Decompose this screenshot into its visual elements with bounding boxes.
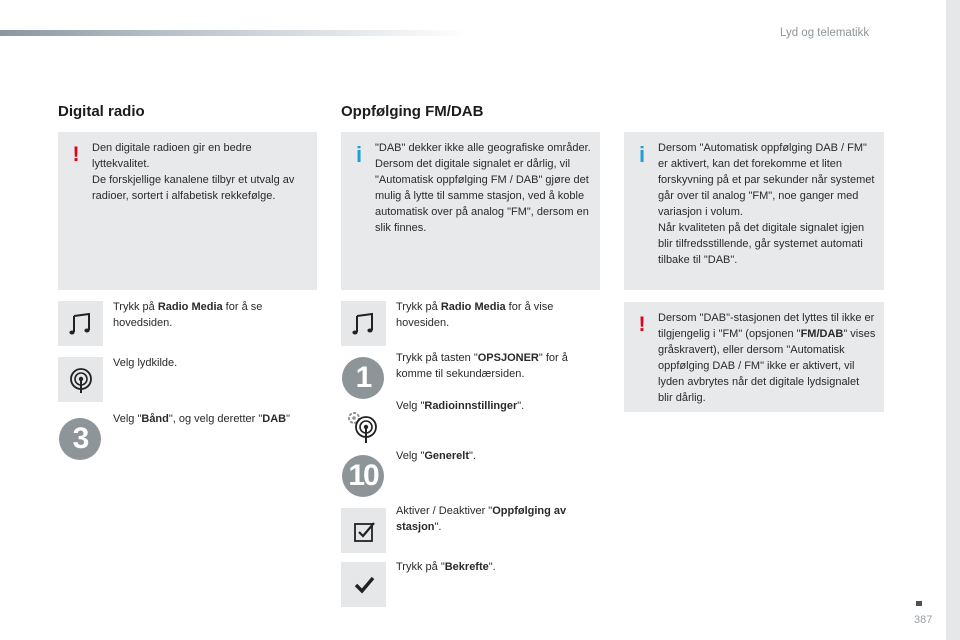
page-number: 387 [914,614,933,626]
warning-text: Dersom "DAB"-stasjonen det lyttes til ikke er tilgjengelig i "FM" (opsjonen "FM/DAB" vises gråskravert), eller dersom "Automatisk oppfølging DAB / FM" ikke er aktivert, vil lyden avbrytes når det digitale lydsignalet blir dårlig. [658,312,876,404]
note-line: Når kvaliteten på det digitale signalet igjen blir tilfredsstillende, går systemet automati tilbake til "DAB". [658,222,865,266]
fm-dab-step-2: Trykk på tasten "OPSJONER" for å komme til sekundærsiden. [396,352,568,380]
radio-settings-button[interactable] [341,404,386,449]
fm-dab-step-1: Trykk på Radio Media for å vise hovesiden. [396,301,554,329]
note-line: Dersom det digitale signalet er dårlig, vil "Automatisk oppfølging FM / DAB" gjøre det mulig å lytte til samme stasjon, ved å koble automatisk over på analog "FM", dersom en slik finnes. [375,158,589,234]
fm-dab-step-4: Velg "Generelt". [396,450,476,462]
warning-icon: ! [72,143,80,166]
fm-dab-step-5: Aktiver / Deaktiver "Oppfølging av stasjon". [396,505,567,533]
digital-radio-warning-note [58,132,317,290]
checkmark-icon [349,570,379,600]
radio-media-button[interactable] [341,301,386,346]
note-line: "DAB" dekker ikke alle geografiske områder. [375,142,591,154]
digital-radio-heading: Digital radio [58,103,145,120]
warning-icon: ! [638,313,646,336]
digital-radio-step-3: Velg "Bånd", og velg deretter "DAB" [113,413,291,425]
fm-dab-heading: Oppfølging FM/DAB [341,103,484,120]
section-title: Lyd og telematikk [780,27,870,39]
step-badge-10: 10 [342,455,384,497]
confirm-button[interactable] [341,562,386,607]
header-gradient-bar [0,30,470,36]
digital-radio-step-1: Trykk på Radio Media for å se hovedsiden. [113,301,263,329]
fm-dab-step-6: Trykk på "Bekrefte". [396,561,496,573]
fm-dab-info-note-left [341,132,600,290]
page-edge-strip [946,0,960,640]
step-badge-3: 3 [59,418,101,460]
music-note-icon [66,309,96,339]
fm-dab-warning-note [624,302,884,412]
fm-dab-info-note-right [624,132,884,290]
step-badge-1: 1 [342,357,384,399]
radio-settings-icon [344,407,384,447]
radio-source-icon [66,365,96,395]
info-icon: i [355,142,363,167]
note-line: Den digitale radioen gir en bedre lyttekvalitet. [92,142,252,170]
music-note-icon [349,309,379,339]
checkbox-toggle-icon [349,516,379,546]
fm-dab-step-3: Velg "Radioinnstillinger". [396,400,525,412]
note-line: De forskjellige kanalene tilbyr et utvalg av radioer, sortert i alfabetisk rekkefølge. [92,174,295,202]
audio-source-button[interactable] [58,357,103,402]
footer-marker [916,601,922,606]
digital-radio-step-2: Velg lydkilde. [113,357,178,369]
station-follow-toggle[interactable] [341,508,386,553]
info-icon: i [638,142,646,167]
radio-media-button[interactable] [58,301,103,346]
note-line: Dersom "Automatisk oppfølging DAB / FM" er aktivert, kan det forekomme et liten forskyvning på et par sekunder når systemet går over til analog "FM", noe ganger med variasjon i volum. [658,142,875,218]
